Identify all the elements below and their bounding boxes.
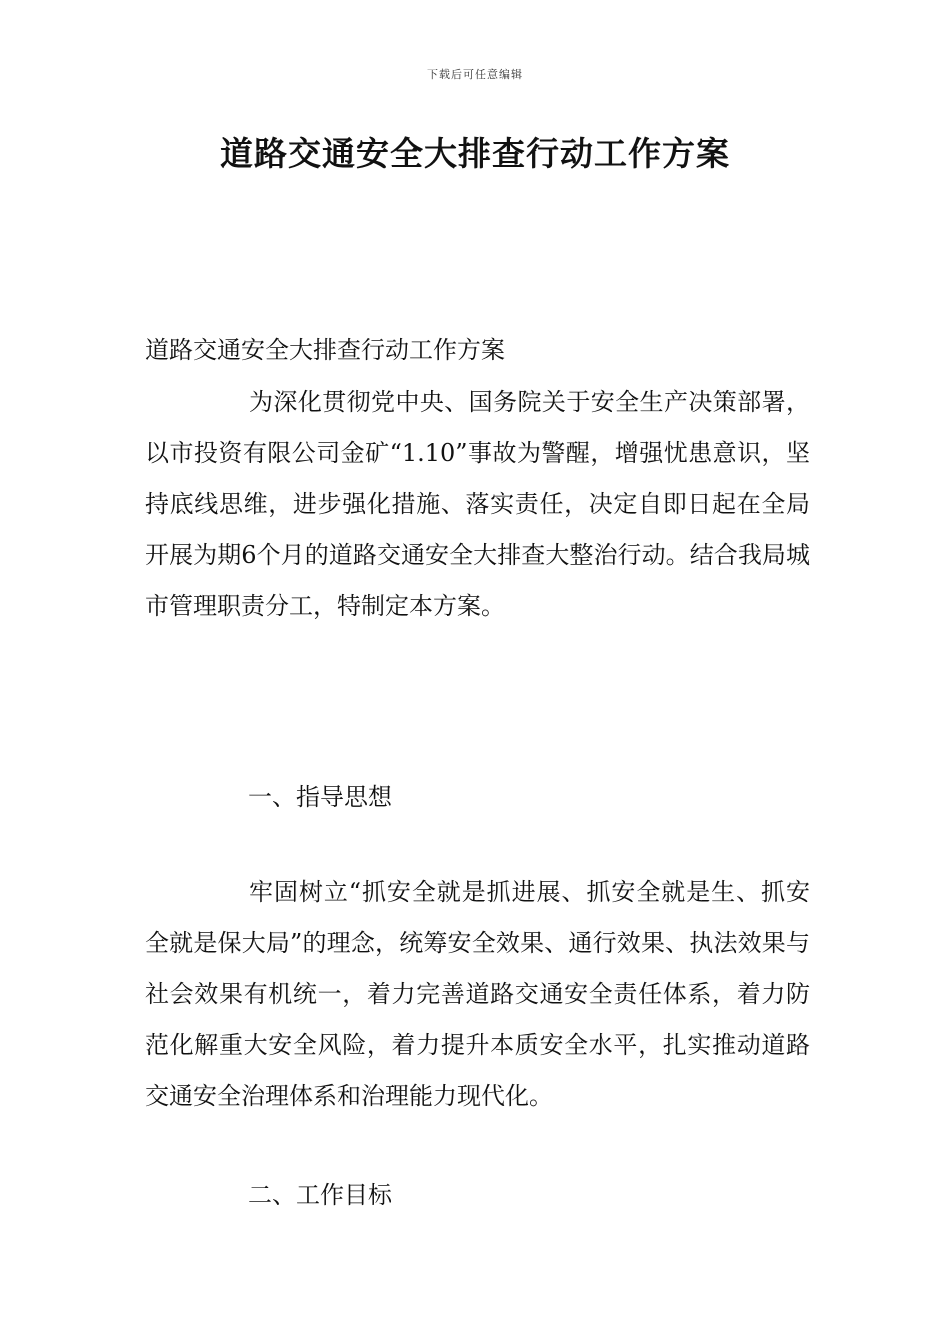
header-note: 下载后可任意编辑 [427,68,523,81]
guiding-ideology-paragraph: 牢固树立“抓安全就是抓进展、抓安全就是生、抓安全就是保大局”的理念，统筹安全效果、通行效果、执法效果与社会效果有机统一，着力完善道路交通安全责任体系，着力防范化解重大安全风险，着力提升本质安全水平，扎实推动道路交通安全治理体系和治理能力现代化。 [145,878,810,1110]
document-title: 道路交通安全大排查行动工作方案 [220,134,730,173]
section-heading-guiding-ideology: 一、指导思想 [248,783,392,811]
section-heading-work-goals: 二、工作目标 [248,1181,392,1209]
document-subtitle: 道路交通安全大排查行动工作方案 [145,336,505,364]
intro-paragraph: 为深化贯彻党中央、国务院关于安全生产决策部署，以市投资有限公司金矿“1.10”事故为警醒，增强忧患意识，坚持底线思维，进步强化措施、落实责任，决定自即日起在全局开展为期6个月的道路交通安全大排查大整治行动。结合我局城市管理职责分工，特制定本方案。 [145,388,810,620]
